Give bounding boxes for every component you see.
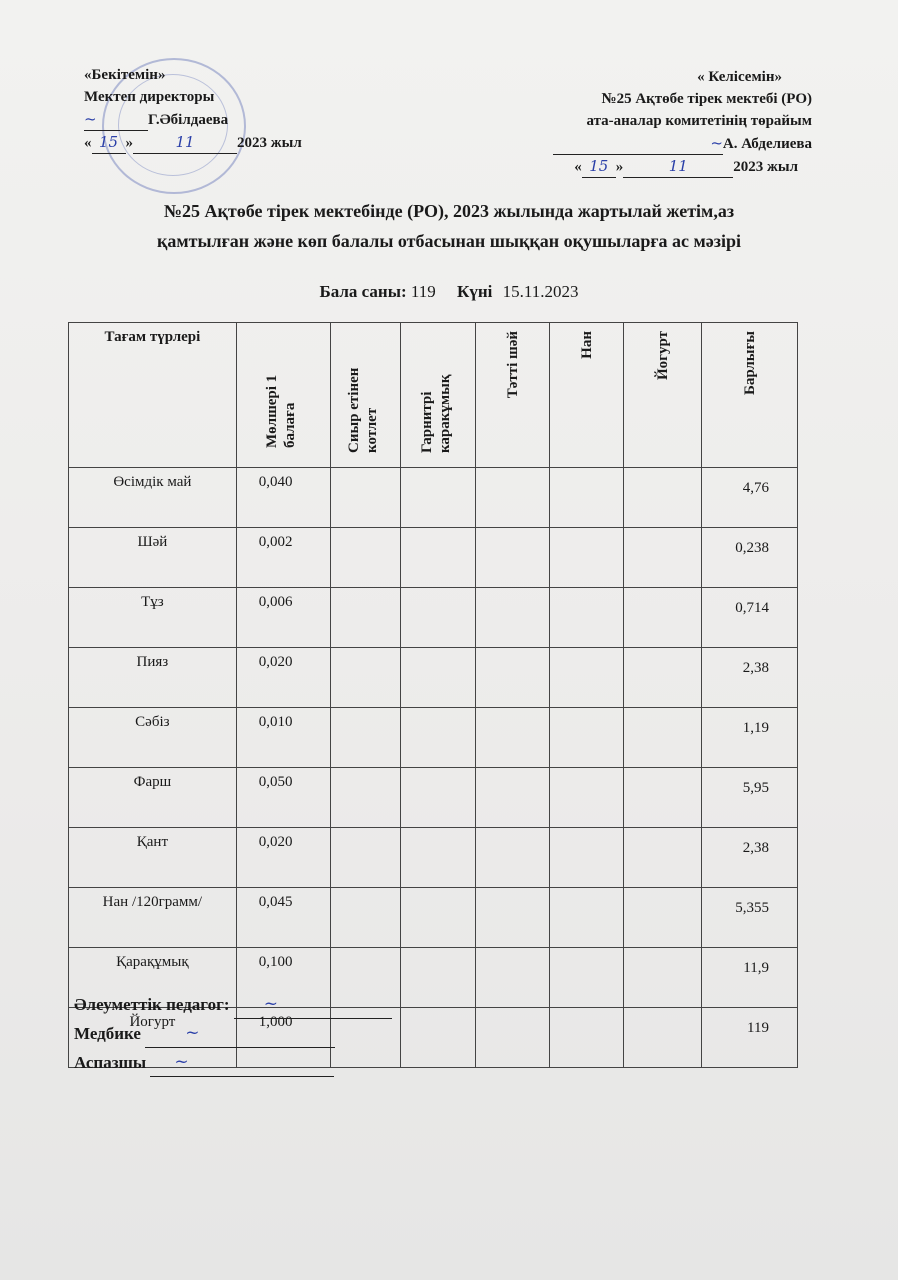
empty-cell (330, 888, 400, 948)
header-label: Тағам түрлері (104, 329, 201, 345)
header-cutlet (330, 323, 400, 468)
empty-cell (624, 768, 702, 828)
table-row (69, 468, 798, 528)
table-row (69, 648, 798, 708)
qty-cell: 1,000 (236, 1008, 330, 1068)
name-cell: Йогурт (69, 1008, 237, 1068)
date-open-quote: « (84, 135, 92, 151)
empty-cell (624, 588, 702, 648)
empty-cell (476, 768, 550, 828)
name-cell: Шәй (69, 528, 237, 588)
empty-cell (330, 828, 400, 888)
date-label: Күні (457, 282, 493, 301)
date-close-quote: » (615, 159, 624, 175)
empty-cell (400, 588, 476, 648)
agree-position: ата-аналар комитетінің төрайым (586, 113, 812, 129)
approve-position: Мектеп директоры (84, 89, 215, 105)
qty-cell: 0,100 (236, 948, 330, 1008)
empty-cell (550, 468, 624, 528)
table-row (69, 588, 798, 648)
empty-cell (624, 888, 702, 948)
empty-cell (400, 888, 476, 948)
header-label: Тәтті шәй (504, 331, 521, 399)
empty-cell (550, 648, 624, 708)
empty-cell (550, 528, 624, 588)
header-garnish (400, 323, 476, 468)
approve-signature-line (84, 108, 302, 131)
agree-org: №25 Ақтөбе тірек мектебі (РО) (601, 91, 812, 107)
signatures-block (74, 990, 392, 1077)
approval-block (84, 64, 302, 154)
empty-cell (624, 528, 702, 588)
agree-day: 15 (582, 155, 616, 178)
agreement-block (553, 66, 812, 178)
empty-cell (400, 828, 476, 888)
total-cell: 4,76 (702, 468, 798, 528)
header-food-types (69, 323, 237, 468)
table-row (69, 708, 798, 768)
cook-line (74, 1048, 392, 1077)
empty-cell (330, 708, 400, 768)
name-cell: Қант (69, 828, 237, 888)
header-bread (550, 323, 624, 468)
empty-cell (400, 648, 476, 708)
empty-cell (624, 828, 702, 888)
agree-year: 2023 жыл (733, 159, 798, 175)
count-value: 119 (410, 282, 436, 301)
total-cell: 119 (702, 1008, 798, 1068)
qty-cell: 0,020 (236, 648, 330, 708)
social-pedagogue-line (74, 990, 392, 1019)
total-cell: 0,714 (702, 588, 798, 648)
empty-cell (550, 1008, 624, 1068)
table-row (69, 768, 798, 828)
total-cell: 2,38 (702, 828, 798, 888)
empty-cell (330, 468, 400, 528)
table-row (69, 528, 798, 588)
qty-cell: 0,045 (236, 888, 330, 948)
qty-cell: 0,006 (236, 588, 330, 648)
empty-cell (330, 588, 400, 648)
total-cell: 0,238 (702, 528, 798, 588)
nurse-line (74, 1019, 392, 1048)
empty-cell (476, 828, 550, 888)
meta-line (0, 282, 898, 302)
empty-cell (624, 948, 702, 1008)
header-sweet-tea (476, 323, 550, 468)
header-label: Барлығы (741, 331, 758, 396)
title-line-1: №25 Ақтөбе тірек мектебінде (РО), 2023 жылында жартылай жетім,аз (163, 201, 735, 221)
empty-cell (624, 648, 702, 708)
chair-signature: ~ (553, 132, 723, 155)
qty-cell: 0,050 (236, 768, 330, 828)
title-line-2: қамтылған және көп балалы отбасынан шыққан оқушыларға ас мәзірі (156, 231, 742, 251)
date-open-quote: « (574, 159, 582, 175)
name-cell: Қарақұмық (69, 948, 237, 1008)
empty-cell (476, 648, 550, 708)
empty-cell (624, 1008, 702, 1068)
empty-cell (550, 828, 624, 888)
empty-cell (400, 1008, 476, 1068)
empty-cell (550, 768, 624, 828)
agree-heading: « Келісемін» (697, 69, 782, 85)
approve-year: 2023 жыл (237, 135, 302, 151)
agree-signature-line (553, 132, 812, 155)
total-cell: 5,95 (702, 768, 798, 828)
empty-cell (476, 708, 550, 768)
header-label: Нан (578, 331, 595, 359)
count-label: Бала саны: (319, 282, 407, 301)
name-cell: Пияз (69, 648, 237, 708)
date-close-quote: » (125, 135, 133, 151)
empty-cell (330, 648, 400, 708)
empty-cell (550, 888, 624, 948)
qty-cell: 0,020 (236, 828, 330, 888)
empty-cell (476, 528, 550, 588)
empty-cell (476, 888, 550, 948)
empty-cell (400, 528, 476, 588)
social-pedagogue-signature: ~ (234, 990, 392, 1019)
approve-name: Г.Әбілдаева (148, 112, 229, 128)
empty-cell (550, 708, 624, 768)
approve-date (84, 131, 302, 154)
name-cell: Сәбіз (69, 708, 237, 768)
agree-name: А. Абделиева (722, 136, 812, 152)
header-portion (236, 323, 330, 468)
empty-cell (476, 1008, 550, 1068)
header-label: Сиыр етінен котлет (346, 367, 381, 453)
total-cell: 1,19 (702, 708, 798, 768)
empty-cell (550, 948, 624, 1008)
empty-cell (624, 708, 702, 768)
total-cell: 2,38 (702, 648, 798, 708)
empty-cell (550, 588, 624, 648)
table-row (69, 888, 798, 948)
document-title (0, 196, 898, 256)
total-cell: 11,9 (702, 948, 798, 1008)
agree-date (553, 155, 798, 178)
name-cell: Өсімдік май (69, 468, 237, 528)
qty-cell: 0,010 (236, 708, 330, 768)
qty-cell: 0,002 (236, 528, 330, 588)
qty-cell: 0,040 (236, 468, 330, 528)
empty-cell (330, 528, 400, 588)
approve-day: 15 (92, 131, 126, 154)
empty-cell (476, 588, 550, 648)
empty-cell (400, 468, 476, 528)
empty-cell (400, 768, 476, 828)
menu-table (68, 322, 798, 1068)
table-row (69, 828, 798, 888)
header-label: Йогурт (654, 331, 671, 380)
name-cell: Фарш (69, 768, 237, 828)
header-label: Мөлшері 1 балаға (264, 374, 299, 448)
header-yogurt (624, 323, 702, 468)
name-cell: Нан /120грамм/ (69, 888, 237, 948)
nurse-signature: ~ (145, 1019, 335, 1048)
cook-signature: ~ (150, 1048, 334, 1077)
empty-cell (330, 768, 400, 828)
table-header-row (69, 323, 798, 468)
empty-cell (400, 948, 476, 1008)
header-label: Гарнитрі каракұмық (419, 374, 454, 453)
nurse-label: Медбике (74, 1024, 141, 1043)
agree-month: 11 (623, 155, 733, 178)
empty-cell (476, 468, 550, 528)
social-pedagogue-label: Әлеуметтік педагог: (74, 995, 230, 1014)
date-value: 15.11.2023 (502, 282, 579, 301)
empty-cell (476, 948, 550, 1008)
approve-month: 11 (133, 131, 237, 154)
header-total (702, 323, 798, 468)
total-cell: 5,355 (702, 888, 798, 948)
director-signature: ~ (84, 108, 148, 131)
empty-cell (400, 708, 476, 768)
approve-heading: «Бекітемін» (84, 67, 166, 83)
cook-label: Аспазшы (74, 1053, 147, 1072)
name-cell: Тұз (69, 588, 237, 648)
empty-cell (624, 468, 702, 528)
